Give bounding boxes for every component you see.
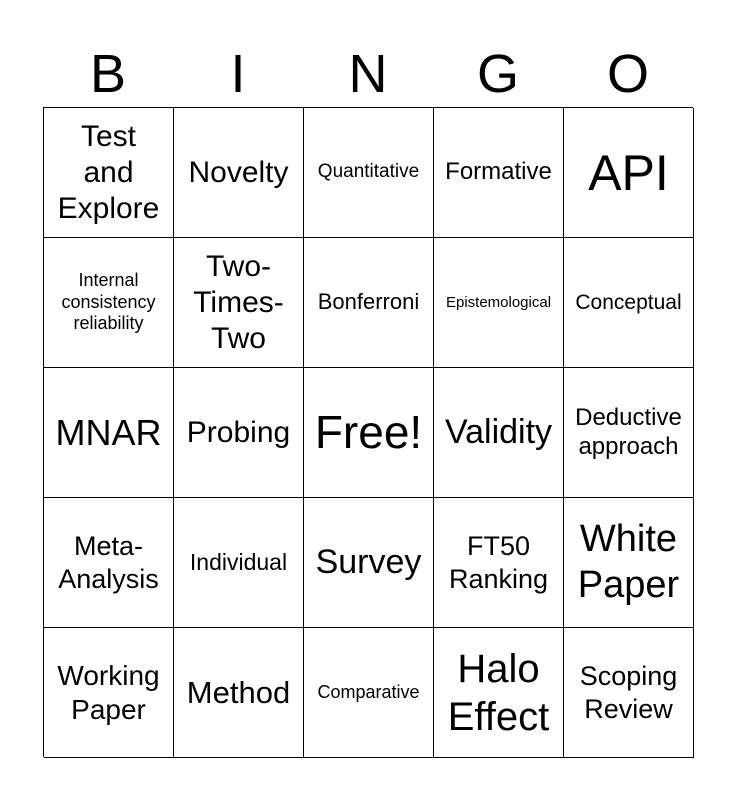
bingo-cell-label: Working Paper <box>57 659 160 725</box>
bingo-cell-r2c3[interactable] <box>304 238 434 368</box>
bingo-cell-label: Survey <box>315 543 422 582</box>
bingo-cell-r5c4[interactable] <box>434 628 564 758</box>
bingo-cell-label: Probing <box>186 415 291 449</box>
bingo-cell-label: Conceptual <box>575 290 682 314</box>
bingo-cell-r3c1[interactable] <box>44 368 174 498</box>
bingo-cell-r2c5[interactable] <box>564 238 694 368</box>
bingo-cell-label: Comparative <box>317 681 420 702</box>
header-letter-b: B <box>89 44 127 104</box>
bingo-cell-r3c5[interactable] <box>564 368 694 498</box>
bingo-cell-label: Scoping Review <box>579 661 678 724</box>
bingo-cell-r4c5[interactable] <box>564 498 694 628</box>
bingo-cell-label: Meta- Analysis <box>58 531 159 594</box>
header-letter-i: I <box>230 44 246 104</box>
bingo-board <box>43 107 693 757</box>
bingo-cell-label: Deductive approach <box>575 403 682 460</box>
bingo-cell-r2c2[interactable] <box>174 238 304 368</box>
bingo-cell-label: Two- Times- Two <box>193 249 284 355</box>
bingo-cell-r5c1[interactable] <box>44 628 174 758</box>
bingo-header <box>43 40 693 108</box>
bingo-cell-r1c5[interactable] <box>564 108 694 238</box>
header-letter-n: N <box>348 44 388 104</box>
bingo-cell-label: White Paper <box>577 517 680 606</box>
bingo-cell-r4c3[interactable] <box>304 498 434 628</box>
bingo-cell-label: Novelty <box>188 155 289 189</box>
bingo-cell-label: Free! <box>314 405 423 458</box>
bingo-cell-label: FT50 Ranking <box>448 531 549 594</box>
bingo-cell-r4c2[interactable] <box>174 498 304 628</box>
bingo-cell-r2c1[interactable] <box>44 238 174 368</box>
bingo-cell-r3c4[interactable] <box>434 368 564 498</box>
bingo-cell-label: Individual <box>189 548 288 575</box>
bingo-cell-label: Bonferroni <box>317 289 420 315</box>
bingo-cell-r1c2[interactable] <box>174 108 304 238</box>
bingo-cell-r2c4[interactable] <box>434 238 564 368</box>
bingo-cell-r4c1[interactable] <box>44 498 174 628</box>
bingo-cell-label: MNAR <box>55 411 162 453</box>
header-letter-g: G <box>476 44 519 104</box>
bingo-cell-r1c1[interactable] <box>44 108 174 238</box>
bingo-cell-label: API <box>588 144 669 201</box>
bingo-cell-r5c3[interactable] <box>304 628 434 758</box>
bingo-cell-r5c2[interactable] <box>174 628 304 758</box>
bingo-cell-r5c5[interactable] <box>564 628 694 758</box>
bingo-cell-label: Quantitative <box>317 161 420 183</box>
bingo-cell-r1c4[interactable] <box>434 108 564 238</box>
bingo-cell-r4c4[interactable] <box>434 498 564 628</box>
bingo-cell-label: Validity <box>444 413 553 452</box>
bingo-cell-r3c2[interactable] <box>174 368 304 498</box>
bingo-cell-r3c3[interactable] <box>304 368 434 498</box>
bingo-cell-label: Method <box>186 674 291 710</box>
bingo-cell-label: Internal consistency reliability <box>61 270 156 334</box>
bingo-cell-label: Halo Effect <box>447 646 550 739</box>
bingo-cell-label: Epistemological <box>445 293 552 311</box>
bingo-cell-label: Formative <box>445 158 552 186</box>
bingo-cell-r1c3[interactable] <box>304 108 434 238</box>
header-letter-o: O <box>606 44 649 104</box>
bingo-cell-label: Test and Explore <box>57 119 160 225</box>
